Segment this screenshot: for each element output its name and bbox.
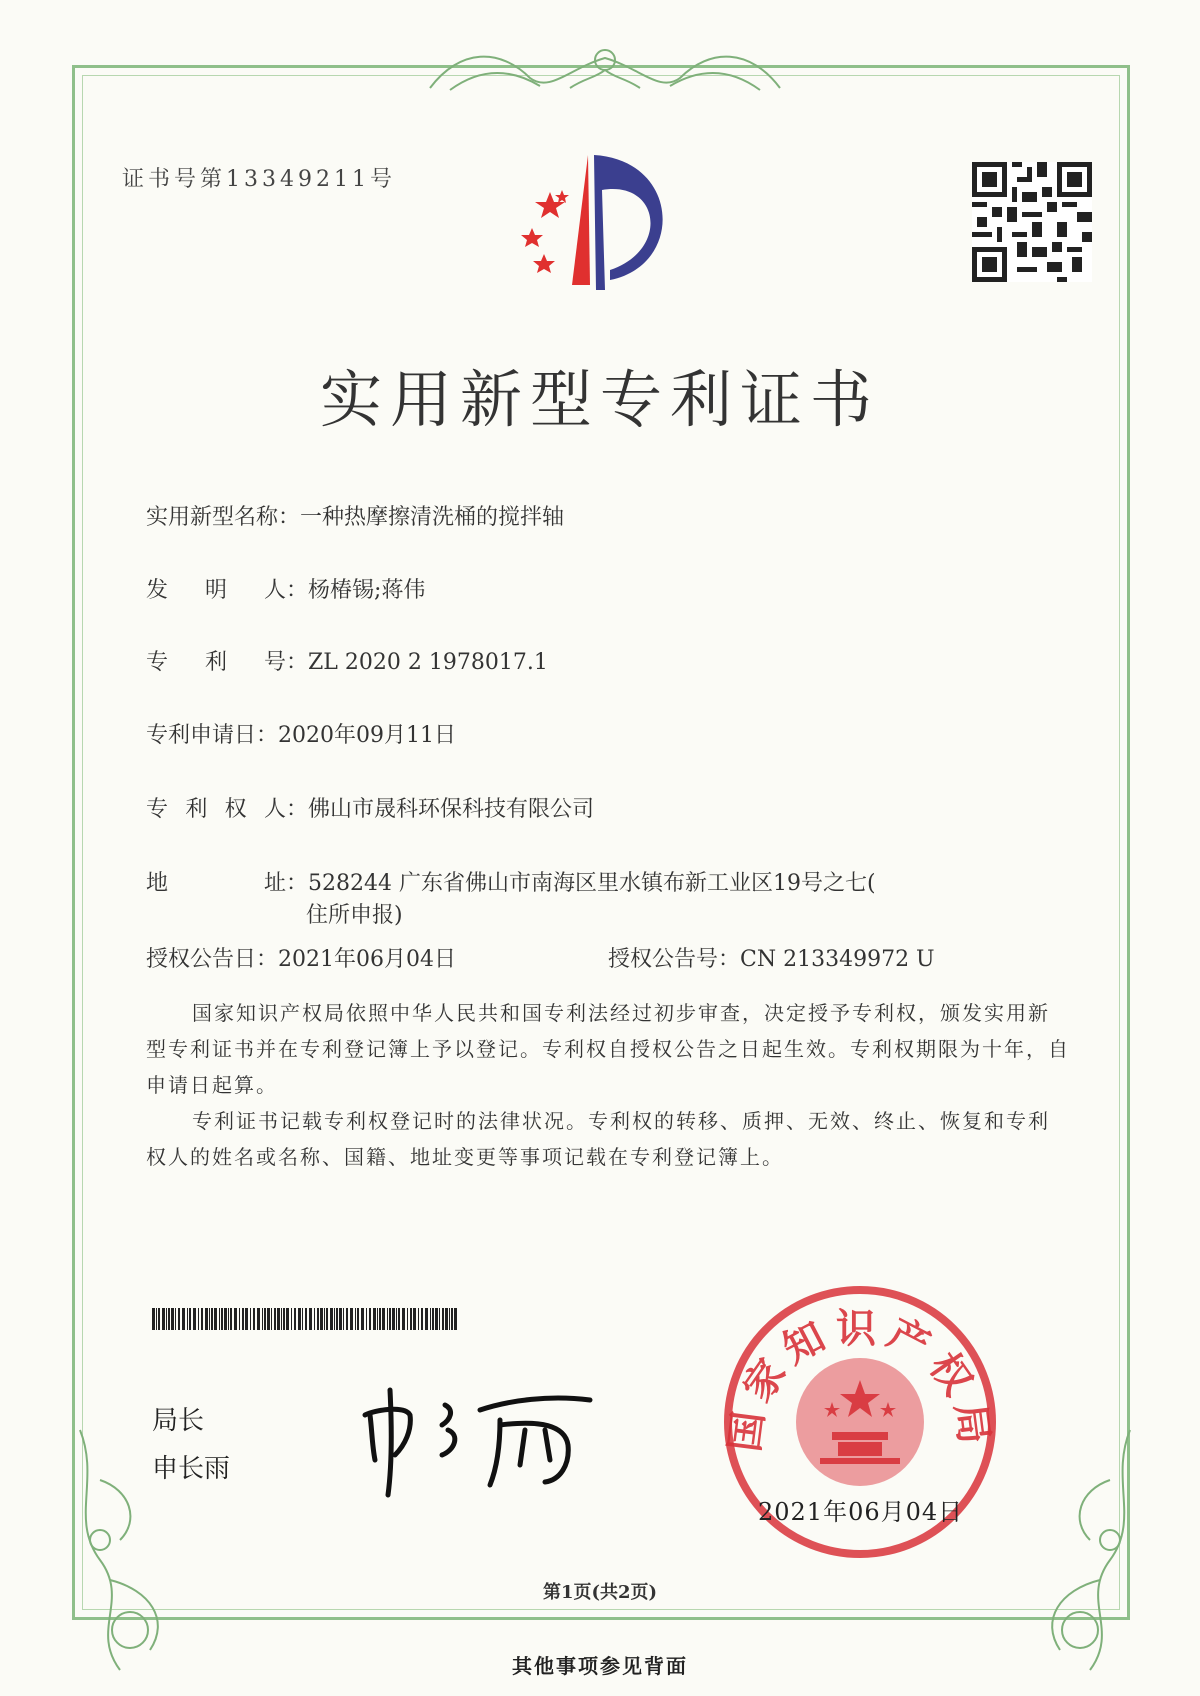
field-patent-number: 专 利 号 ：ZL 2020 2 1978017.1 — [146, 645, 548, 676]
qr-code-icon — [972, 162, 1092, 282]
seal-text: 国家知识产权局 — [721, 1304, 999, 1455]
field-label: 专利申请日： — [146, 723, 279, 748]
director-signature-icon — [350, 1370, 610, 1500]
field-value: ZL 2020 2 1978017.1 — [308, 650, 548, 675]
footer-note: 其他事项参见背面 — [512, 1654, 688, 1678]
body-paragraph: 专利证书记载专利权登记时的法律状况。专利权的转移、质押、无效、终止、恢复和专利权人的姓名或名称、国籍、地址变更等事项记载在专利登记簿上。 — [146, 1109, 1050, 1169]
field-label: 授权公告号： — [608, 947, 741, 972]
field-label: 发 明 人 — [146, 578, 286, 603]
body-paragraph: 国家知识产权局依照中华人民共和国专利法经过初步审查，决定授予专利权，颁发实用新型专利证书并在专利登记簿上予以登记。专利权自授权公告之日起生效。专利权期限为十年，自申请日起算。 — [146, 1001, 1070, 1097]
page-number: 第1页(共2页) — [542, 1582, 658, 1603]
field-value: 杨椿锡;蒋伟 — [308, 578, 426, 603]
corner-ornament-right-icon — [1000, 1420, 1150, 1680]
seal-date: 2021年06月04日 — [758, 1498, 964, 1526]
field-value: 2021年06月04日 — [278, 947, 456, 972]
field-value: 528244 广东省佛山市南海区里水镇布新工业区19号之七( — [308, 871, 876, 896]
top-ornament-icon — [420, 38, 790, 100]
field-patentee: 专 利 权 人 ：佛山市晟科环保科技有限公司 — [146, 792, 594, 823]
page-title: 实用新型专利证书 — [319, 363, 880, 436]
field-application-date — [146, 718, 456, 749]
certificate-number: 证书号第13349211号 — [122, 167, 396, 192]
field-value: 佛山市晟科环保科技有限公司 — [308, 797, 595, 822]
director-title: 局长 — [152, 1406, 205, 1436]
barcode-icon — [152, 1308, 458, 1330]
field-address-continued: 住所申报) — [306, 903, 403, 928]
field-value: 2020年09月11日 — [278, 723, 456, 748]
field-label: 实用新型名称： — [146, 505, 301, 530]
director-name: 申长雨 — [152, 1454, 231, 1484]
field-grant-number — [608, 942, 935, 973]
field-value: CN 213349972 U — [740, 947, 935, 972]
field-address: 地 址 ：528244 广东省佛山市南海区里水镇布新工业区19号之七( — [146, 866, 876, 897]
field-label: 专 利 权 人 — [146, 797, 286, 822]
cnipa-logo-icon — [510, 150, 700, 295]
field-label: 地 址 — [146, 871, 286, 896]
field-grant-date — [146, 942, 456, 973]
field-label: 授权公告日： — [146, 947, 279, 972]
field-utility-model-name — [146, 500, 564, 531]
field-value: 一种热摩擦清洗桶的搅拌轴 — [300, 505, 565, 530]
field-label: 专 利 号 — [146, 650, 286, 675]
field-inventor: 发 明 人 ：杨椿锡;蒋伟 — [146, 573, 425, 604]
